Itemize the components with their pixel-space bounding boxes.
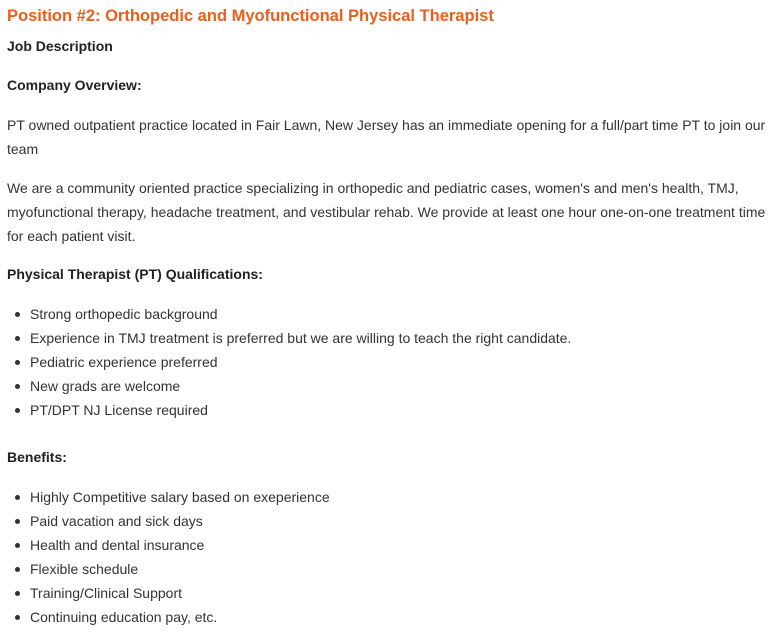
bullet-icon [15,615,20,620]
bullet-icon [15,384,20,389]
list-item: New grads are welcome [7,374,571,398]
list-item: Paid vacation and sick days [7,509,330,533]
bullet-icon [15,519,20,524]
overview-paragraph-2: We are a community oriented practice specializing in orthopedic and pediatric cases, women's and men's health, TMJ, myofunctional therapy, headache treatment, and vestibular rehab. We provide at least one hour one-on-one treatment time for each patient visit. [7,180,766,244]
list-item: Training/Clinical Support [7,581,330,605]
list-item: Pediatric experience preferred [7,350,571,374]
list-item: Continuing education pay, etc. [7,605,330,629]
bullet-icon [15,495,20,500]
benefits-heading: Benefits: [7,449,67,465]
list-item: Strong orthopedic background [7,302,571,326]
list-item: Highly Competitive salary based on exeperience [7,485,330,509]
qualifications-heading: Physical Therapist (PT) Qualifications: [7,266,263,282]
bullet-icon [15,567,20,572]
bullet-icon [15,408,20,413]
list-item: Experience in TMJ treatment is preferred but we are willing to teach the right candidate. [7,326,571,350]
bullet-icon [15,543,20,548]
list-item: Health and dental insurance [7,533,330,557]
company-overview-heading: Company Overview: [7,77,142,93]
bullet-icon [15,312,20,317]
bullet-icon [15,360,20,365]
bullet-icon [15,336,20,341]
list-item: Flexible schedule [7,557,330,581]
position-title: Position #2: Orthopedic and Myofunctional Physical Therapist [7,7,494,25]
bullet-icon [15,591,20,596]
overview-paragraph-1: PT owned outpatient practice located in Fair Lawn, New Jersey has an immediate opening for a full/part time PT to join our team [7,117,766,157]
benefits-list [7,485,330,629]
list-item: PT/DPT NJ License required [7,398,571,422]
qualifications-list [7,302,571,422]
job-description-heading: Job Description [7,38,113,54]
